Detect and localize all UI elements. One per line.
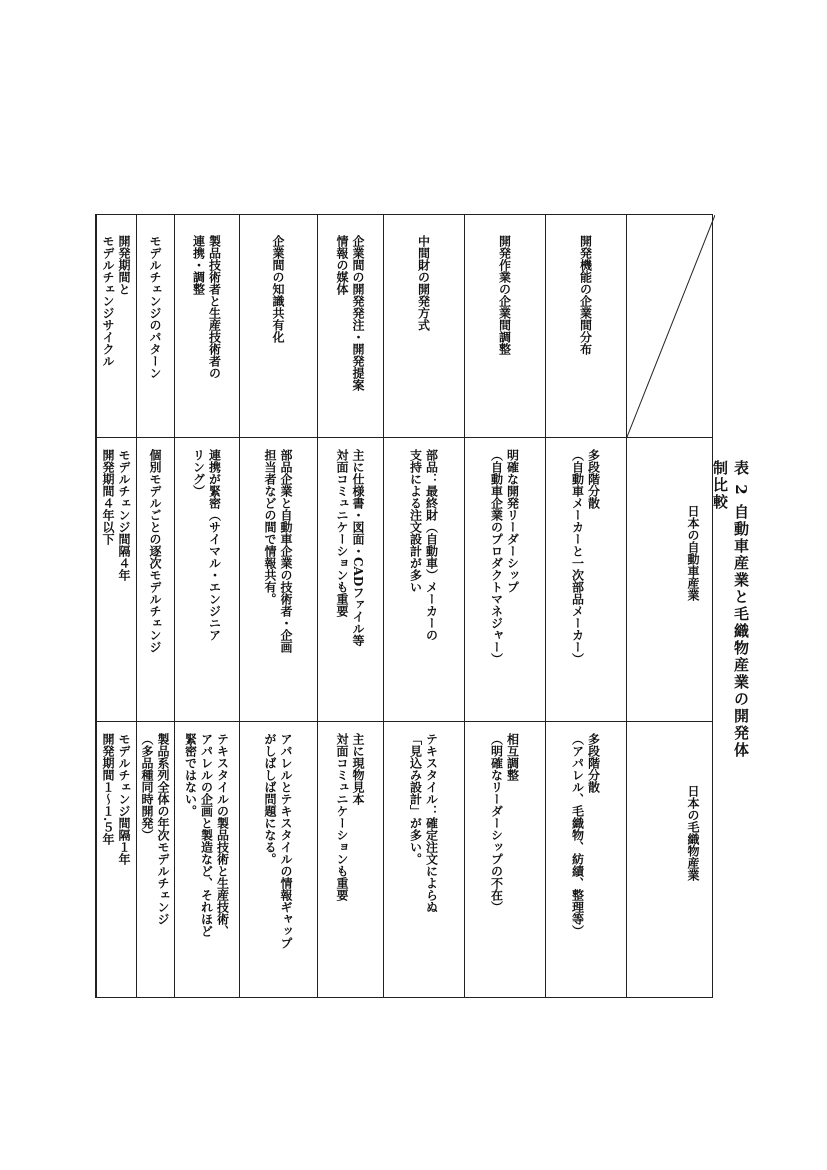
row-label: 連携・調整 — [191, 235, 206, 295]
row-label: モデルチェンジサイクル — [101, 235, 115, 367]
table-row — [96, 215, 136, 997]
row-label: 情報の媒体 — [335, 235, 349, 295]
row-label: 製品技術者と生産技術者の — [207, 235, 222, 379]
table-row — [136, 215, 174, 997]
wool-industry-cell: 製品系列全体の年次モデルチェンジ — [156, 733, 170, 925]
wool-industry-cell: （アパレル、毛織物、紡績、整理等） — [570, 733, 585, 937]
wool-industry-cell: 緊密ではない。 — [183, 733, 198, 817]
wool-industry-cell: 相互調整 — [505, 733, 520, 781]
wool-industry-cell: アパレルの企画と製造など、それほど — [199, 733, 214, 937]
wool-industry-cell: がしばしば問題になる。 — [263, 733, 277, 865]
auto-industry-cell: 開発期間４年以下 — [101, 449, 115, 545]
auto-industry-cell: 支持による注文設計が多い — [408, 449, 423, 593]
wool-industry-cell: 「見込み設計」が多い。 — [408, 733, 423, 865]
table-row — [545, 215, 626, 997]
wool-industry-cell: 主に現物見本 — [351, 733, 365, 805]
wool-industry-cell: テキスタイル：確定注文によらぬ — [424, 733, 439, 913]
header-wool: 日本の毛織物産業 — [686, 785, 700, 881]
auto-industry-cell: 部品：最終財（自動車）メーカーの — [424, 449, 439, 641]
table-row — [239, 215, 317, 997]
wool-industry-cell: （明確なリーダーシップの不在） — [489, 733, 504, 913]
auto-industry-cell: （自動車企業のプロダクトマネジャー） — [489, 449, 504, 665]
row-label: 中間財の開発方式 — [416, 235, 431, 331]
header-auto: 日本の自動車産業 — [686, 505, 700, 601]
row-label: 企業間の知識共有化 — [271, 235, 285, 343]
auto-industry-cell: モデルチェンジ間隔４年 — [117, 449, 131, 581]
row-label: モデルチェンジのパターン — [148, 235, 162, 379]
wool-industry-cell: 開発期間１～１.５年 — [101, 733, 115, 846]
table-row — [464, 215, 545, 997]
wool-industry-cell: （多品種同時開発） — [140, 733, 154, 841]
auto-industry-cell: 多段階分散 — [586, 449, 601, 509]
wool-industry-cell: 多段階分散 — [586, 733, 601, 793]
wool-industry-cell: モデルチェンジ間隔１年 — [117, 733, 131, 865]
wool-industry-cell: テキスタイルの製品技術と生産技術、 — [215, 733, 230, 937]
header-diagonal — [627, 215, 715, 437]
auto-industry-cell: 連携が緊密（サイマル・エンジニア — [207, 449, 222, 641]
row-label: 開発機能の企業間分布 — [578, 235, 593, 355]
row-label: 開発期間と — [117, 235, 131, 295]
auto-industry-cell: 主に仕様書・図面・CADファイル等 — [351, 449, 365, 647]
wool-industry-cell: 対面コミュニケーションも重要 — [335, 733, 349, 901]
auto-industry-cell: リング） — [191, 449, 206, 497]
auto-industry-cell: 個別モデルごとの逐次モデルチェンジ — [148, 449, 162, 653]
auto-industry-cell: （自動車メーカーと一次部品メーカー） — [570, 449, 585, 665]
row-label: 開発作業の企業間調整 — [497, 235, 512, 355]
table-row — [317, 215, 383, 997]
comparison-table — [95, 214, 713, 998]
table-row — [174, 215, 239, 997]
table-row — [383, 215, 464, 997]
auto-industry-cell: 明確な開発リーダーシップ — [505, 449, 520, 593]
header-row — [626, 215, 714, 997]
wool-industry-cell: アパレルとテキスタイルの情報ギャップ — [279, 733, 293, 949]
auto-industry-cell: 部品企業と自動車企業の技術者・企画 — [279, 449, 293, 653]
table-title: 表 2 自動車産業と毛織物産業の開発体制比較 — [711, 460, 750, 759]
auto-industry-cell: 担当者などの間で情報共有。 — [263, 449, 277, 605]
auto-industry-cell: 対面コミュニケーションも重要 — [335, 449, 349, 617]
row-label: 企業間の開発発注・開発提案 — [351, 235, 365, 391]
